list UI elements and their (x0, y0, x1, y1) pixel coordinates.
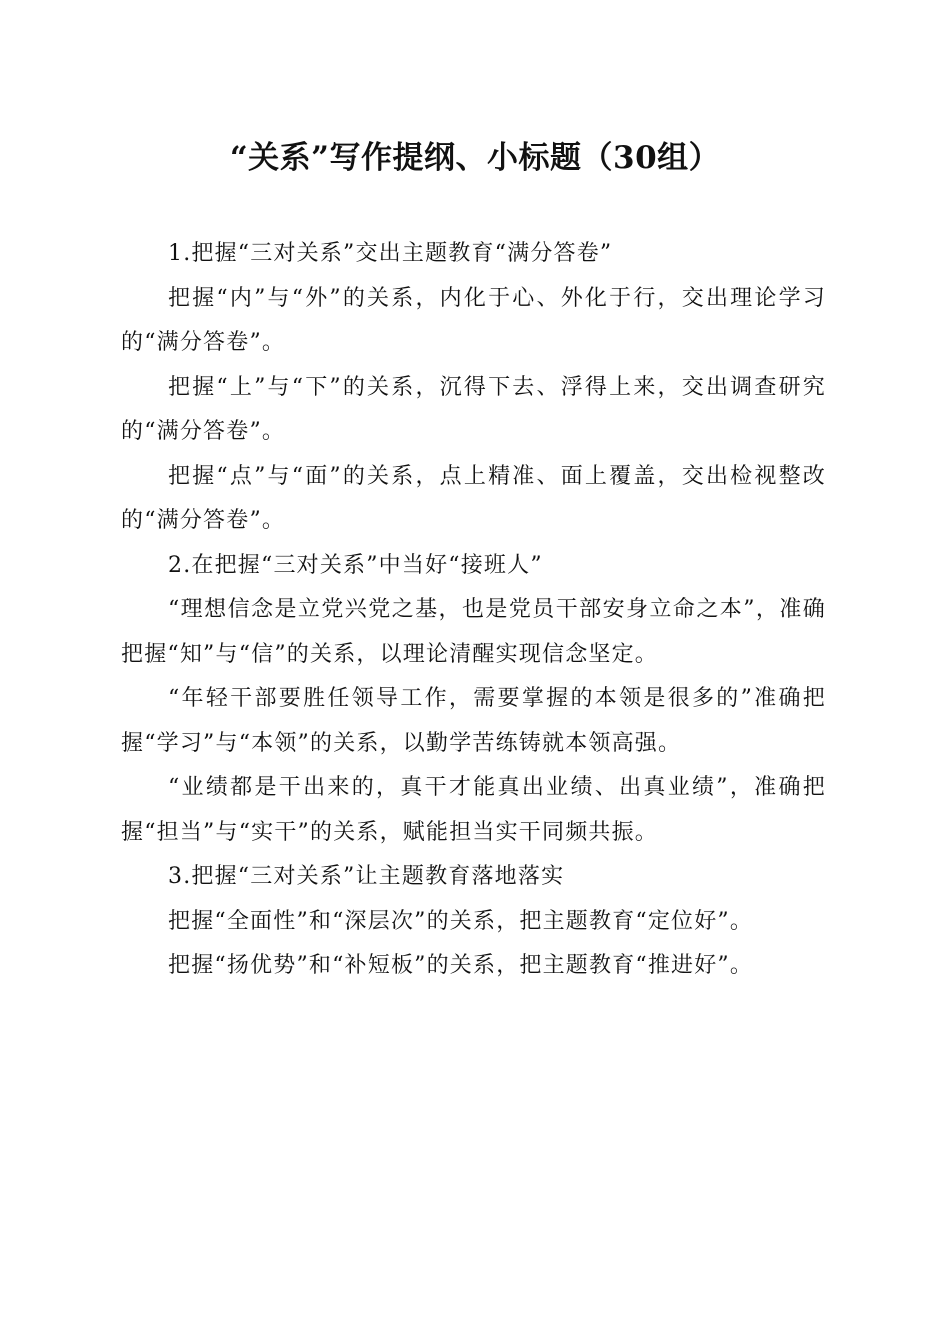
paragraph: 把握“上”与“下”的关系，沉得下去、浮得上来，交出调查研究的“满分答卷”。 (121, 374, 826, 444)
paragraph: “理想信念是立党兴党之基，也是党员干部安身立命之本”，准确把握“知”与“信”的关系，以理论清醒实现信念坚定。 (121, 597, 826, 667)
paragraph: 把握“扬优势”和“补短板”的关系，把主题教育“推进好”。 (168, 953, 754, 978)
section-heading: 2.在把握“三对关系”中当好“接班人” (168, 552, 543, 578)
paragraph: “年轻干部要胜任领导工作，需要掌握的本领是很多的”准确把握“学习”与“本领”的关系，以勤学苦练铸就本领高强。 (121, 686, 826, 756)
document-body (121, 232, 826, 989)
section-heading: 1.把握“三对关系”交出主题教育“满分答卷” (168, 241, 613, 266)
paragraph: 把握“点”与“面”的关系，点上精准、面上覆盖，交出检视整改的“满分答卷”。 (121, 463, 826, 533)
paragraph: 把握“内”与“外”的关系，内化于心、外化于行，交出理论学习的“满分答卷”。 (121, 285, 826, 355)
document-title: “关系”写作提纲、小标题（30组） (229, 140, 721, 176)
paragraph: 把握“全面性”和“深层次”的关系，把主题教育“定位好”。 (168, 908, 754, 934)
section-heading: 3.把握“三对关系”让主题教育落地落实 (168, 864, 565, 889)
paragraph: “业绩都是干出来的，真干才能真出业绩、出真业绩”，准确把握“担当”与“实干”的关系，赋能担当实干同频共振。 (121, 775, 826, 845)
